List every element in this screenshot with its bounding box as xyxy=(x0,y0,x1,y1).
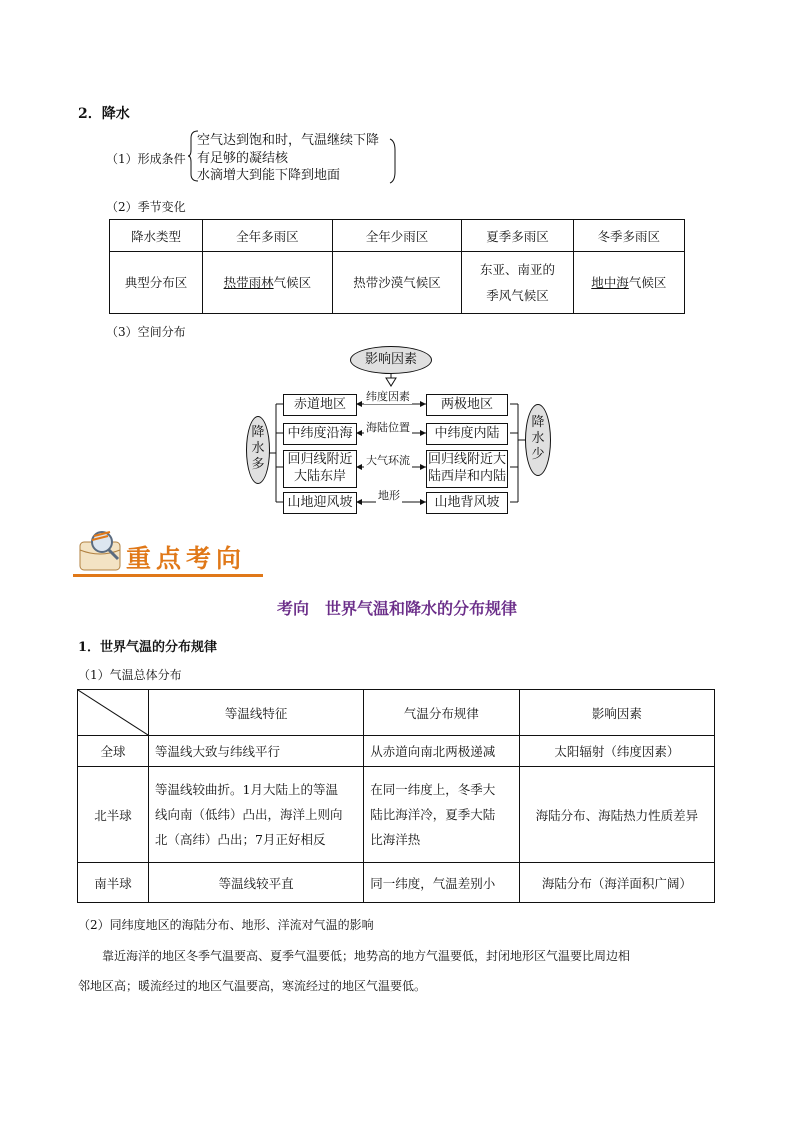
region-cell: 南半球 xyxy=(78,863,149,903)
banner-underline xyxy=(73,574,263,577)
header-cell: 等温线特征 xyxy=(149,690,364,736)
leeward-box: 山地背风坡 xyxy=(426,492,508,514)
table-row xyxy=(78,736,715,767)
mediterranean-cell: 地中海气候区 xyxy=(573,252,684,314)
factor-oval: 影响因素 xyxy=(350,346,432,374)
header-cell: 全年少雨区 xyxy=(332,220,462,252)
mid-inland-box: 中纬度内陆 xyxy=(426,423,508,445)
isotherm-cell: 等温线较曲折。1月大陆上的等温 线向南（低纬）凸出，海洋上则向 北（高纬）凸出；7月正好相反 xyxy=(149,767,364,863)
temperature-table xyxy=(77,689,715,903)
isotherm-cell: 等温线大致与纬线平行 xyxy=(149,736,364,767)
windward-box: 山地迎风坡 xyxy=(283,492,357,514)
spatial-label: （3）空间分布 xyxy=(106,325,186,339)
overall-label: （1）气温总体分布 xyxy=(78,668,182,682)
pattern-cell: 从赤道向南北两极递减 xyxy=(364,736,519,767)
condition-2: 有足够的凝结核 xyxy=(197,151,289,166)
table-row xyxy=(110,252,685,314)
header-cell: 影响因素 xyxy=(519,690,714,736)
polar-box: 两极地区 xyxy=(426,394,508,416)
region-cell: 北半球 xyxy=(78,767,149,863)
precip-heading: 2．降水 xyxy=(78,106,130,122)
tropic-west-box: 回归线附近大 陆西岸和内陆 xyxy=(426,450,508,488)
rain-type-table xyxy=(109,219,685,314)
section-title: 考向 世界气温和降水的分布规律 xyxy=(276,599,517,618)
rainforest-cell: 热带雨林气候区 xyxy=(203,252,333,314)
temp-heading: 1．世界气温的分布规律 xyxy=(78,640,218,655)
mid-coast-box: 中纬度沿海 xyxy=(283,423,357,445)
header-cell: 夏季多雨区 xyxy=(462,220,573,252)
isotherm-cell: 等温线较平直 xyxy=(149,863,364,903)
circulation-label: 大气环流 xyxy=(366,454,410,467)
pattern-cell: 在同一纬度上，冬季大 陆比海洋冷，夏季大陆 比海洋热 xyxy=(364,767,519,863)
factor-cell: 海陆分布、海陆热力性质差异 xyxy=(519,767,714,863)
desert-cell: 热带沙漠气候区 xyxy=(332,252,462,314)
terrain-label: 地形 xyxy=(378,489,400,502)
land-sea-label: 海陆位置 xyxy=(366,421,410,434)
header-cell: 全年多雨区 xyxy=(203,220,333,252)
table-row xyxy=(78,863,715,903)
latitude-label: 纬度因素 xyxy=(366,390,410,403)
banner-title: 重点考向 xyxy=(126,544,247,573)
seasonal-label: （2）季节变化 xyxy=(106,200,186,214)
tropic-east-box: 回归线附近 大陆东岸 xyxy=(283,450,357,488)
paragraph-line-1: 靠近海洋的地区冬季气温要高、夏季气温要低；地势高的地方气温要低，封闭地形区气温要比周边相 xyxy=(102,949,631,963)
header-cell: 气温分布规律 xyxy=(364,690,519,736)
table-header-row xyxy=(78,690,715,736)
formation-label: （1）形成条件 xyxy=(106,152,186,166)
notebook-icon xyxy=(74,528,130,576)
factor-cell: 海陆分布（海洋面积广阔） xyxy=(519,863,714,903)
condition-1: 空气达到饱和时，气温继续下降 xyxy=(197,133,380,148)
right-bracket xyxy=(389,138,397,184)
condition-3: 水滴增大到能下降到地面 xyxy=(197,168,341,183)
equator-box: 赤道地区 xyxy=(283,394,357,416)
row-label: 典型分布区 xyxy=(110,252,203,314)
more-rain-oval: 降水多 xyxy=(246,416,270,484)
table-header-row xyxy=(110,220,685,252)
influence-label: （2）同纬度地区的海陆分布、地形、洋流对气温的影响 xyxy=(78,918,374,932)
table-row xyxy=(78,767,715,863)
diagonal-cell xyxy=(78,690,149,736)
pattern-cell: 同一纬度，气温差别小 xyxy=(364,863,519,903)
paragraph-line-2: 邻地区高；暖流经过的地区气温要高，寒流经过的地区气温要低。 xyxy=(78,979,427,993)
factor-cell: 太阳辐射（纬度因素） xyxy=(519,736,714,767)
header-cell: 降水类型 xyxy=(110,220,203,252)
monsoon-cell: 东亚、南亚的 季风气候区 xyxy=(462,252,573,314)
region-cell: 全球 xyxy=(78,736,149,767)
header-cell: 冬季多雨区 xyxy=(573,220,684,252)
less-rain-oval: 降水少 xyxy=(525,404,551,476)
